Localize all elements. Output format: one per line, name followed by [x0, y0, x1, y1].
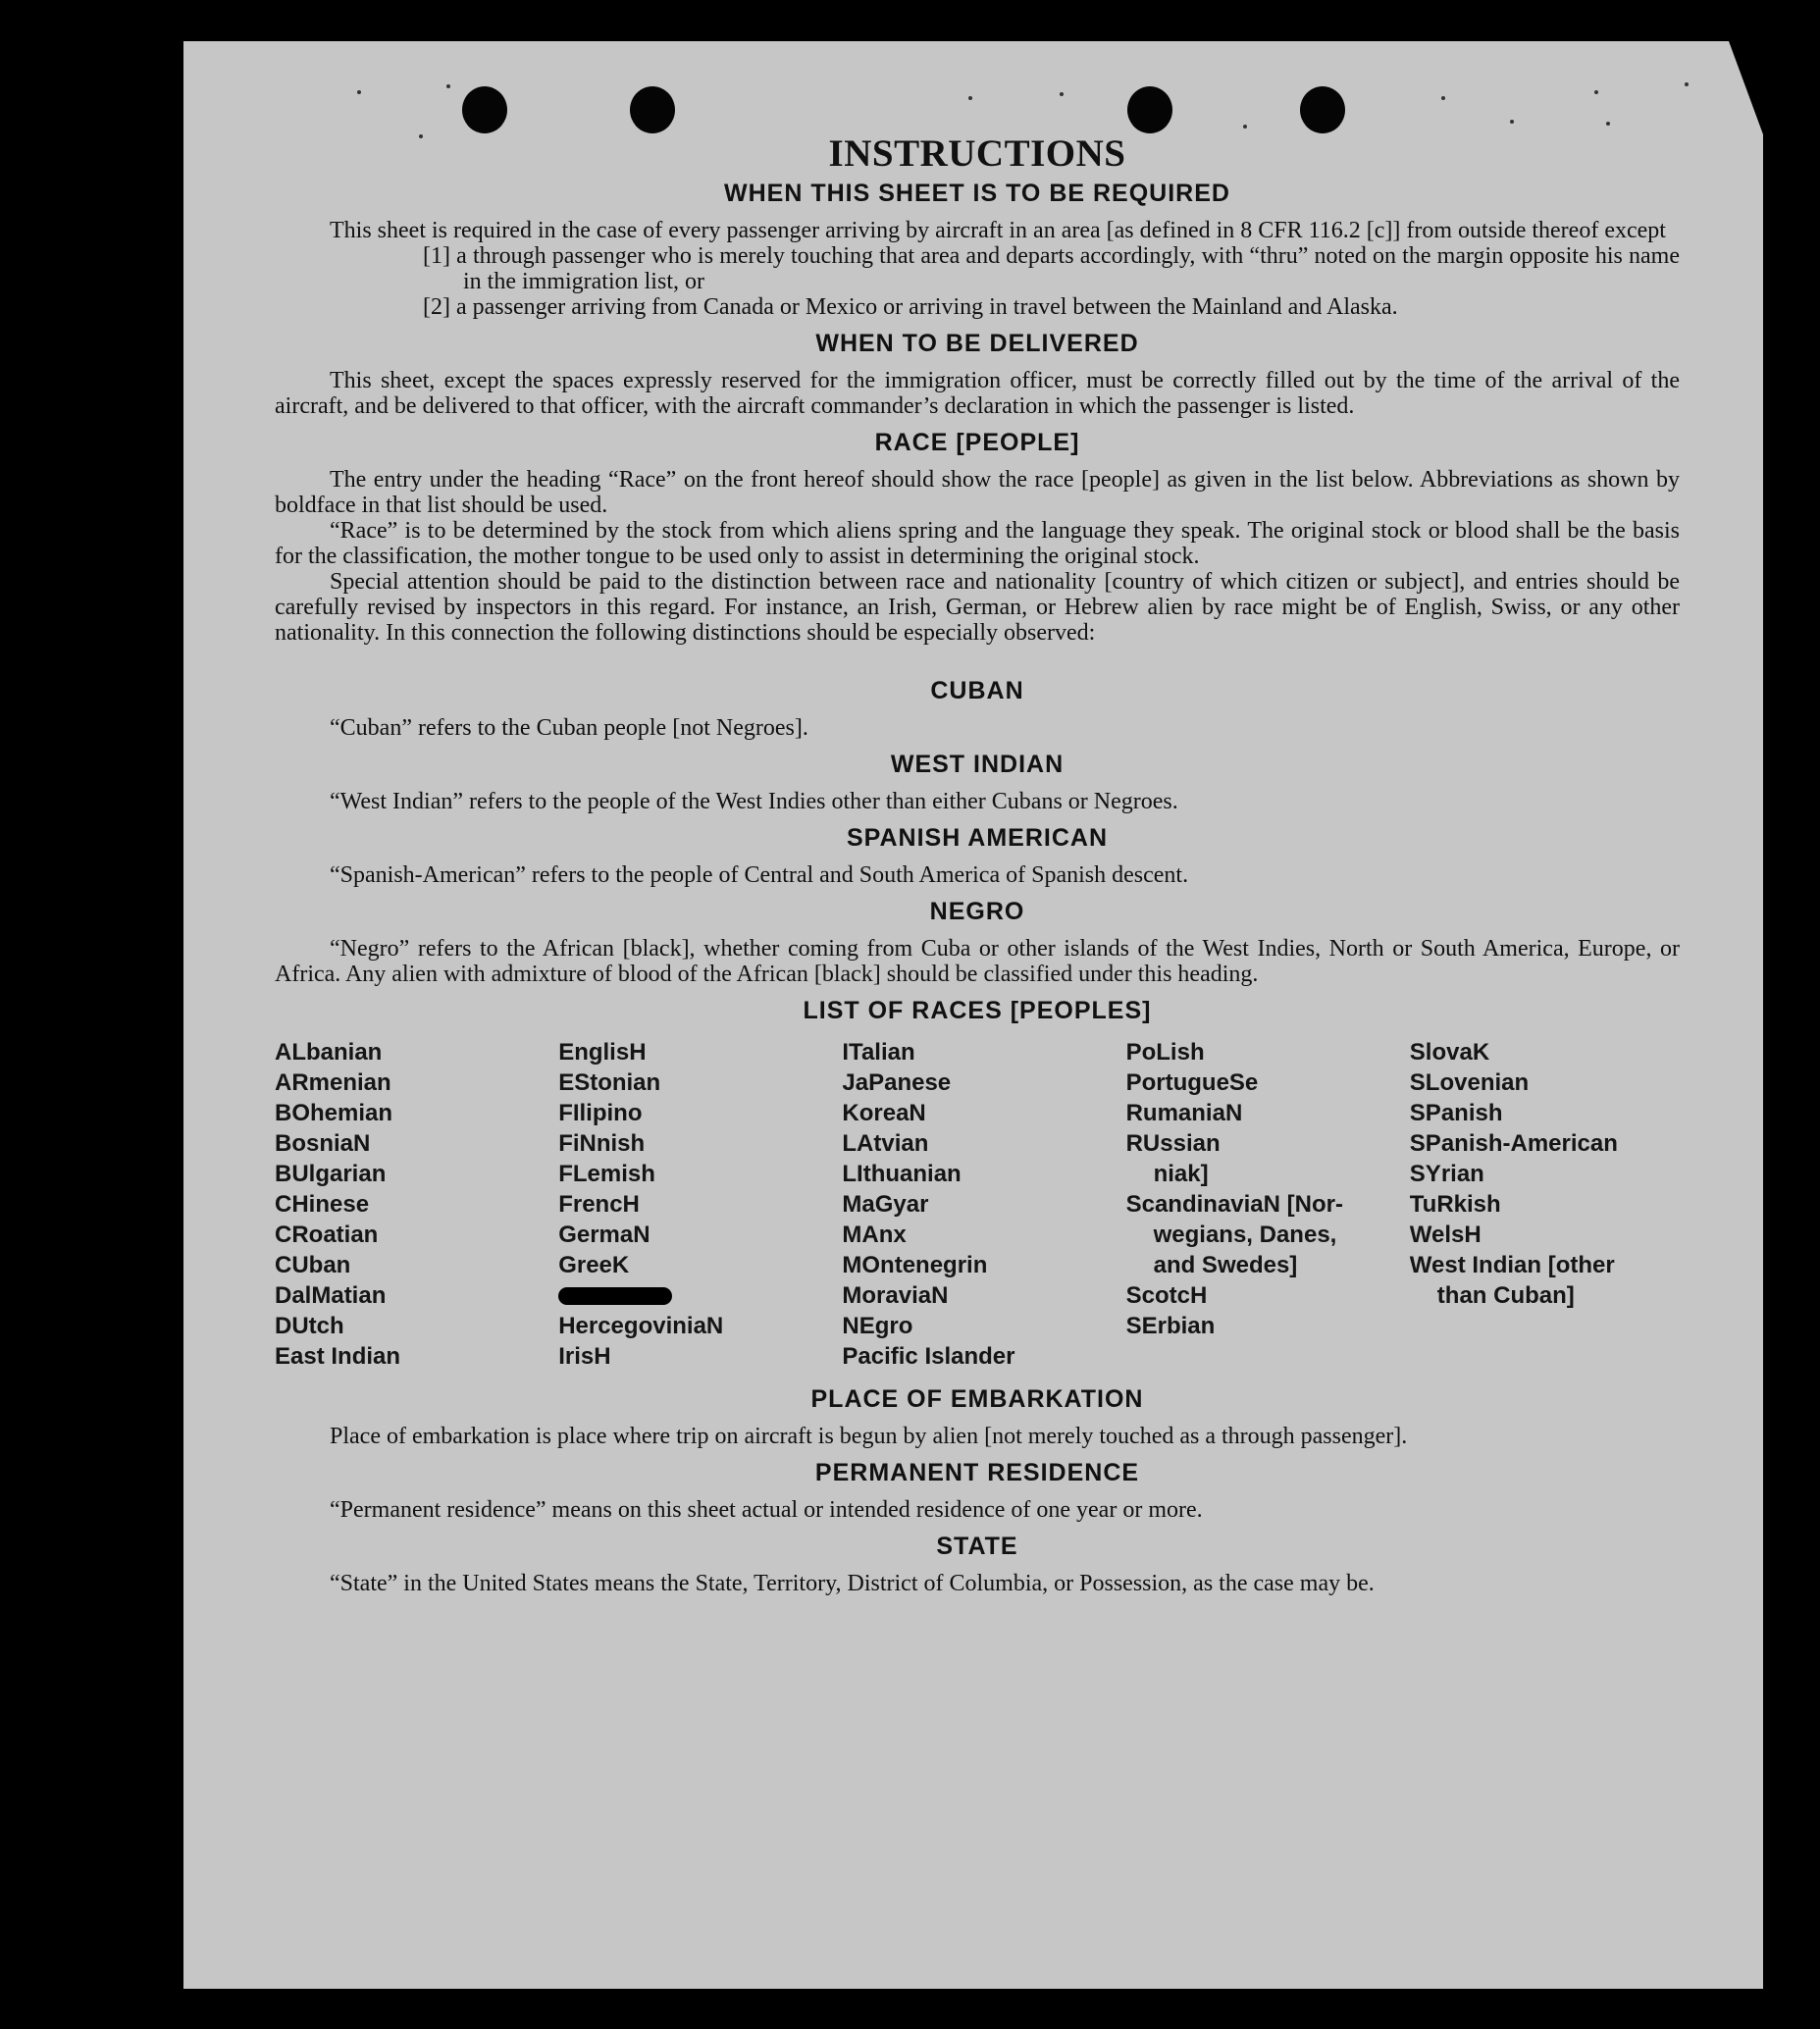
race-item: and Swedes]: [1153, 1252, 1298, 1278]
race-item: JaPanese: [842, 1069, 952, 1096]
race-item: West Indian [other: [1409, 1252, 1615, 1278]
heading-race: RACE [PEOPLE]: [874, 429, 1080, 456]
heading-spanish-american: SPANISH AMERICAN: [846, 824, 1108, 852]
required-clause-1: [1] a through passenger who is merely touching that area and departs accordingly, with “thru” noted on the margin opposite his name in the immigration list, or: [423, 243, 1680, 294]
race-item: LIthuanian: [842, 1161, 962, 1187]
race-item: MOntenegrin: [842, 1252, 988, 1278]
delivered-text: This sheet, except the spaces expressly reserved for the immigration officer, must be correctly filled out by the time of the arrival of the aircraft, and be delivered to that officer, with the aircraft commander’s declaration in which the passenger is listed.: [275, 368, 1680, 419]
race-paragraph-1: The entry under the heading “Race” on the front hereof should show the race [people] as given in the list below. Abbreviations as shown by boldface in that list should be used.: [275, 467, 1680, 518]
speck: [1243, 125, 1247, 129]
heading-delivered: WHEN TO BE DELIVERED: [815, 330, 1139, 357]
race-item: BUlgarian: [275, 1161, 387, 1187]
race-paragraph-2: “Race” is to be determined by the stock from which aliens spring and the language they speak. The original stock or blood shall be the basis for the classification, the mother tongue to be used only to assist in determining the original stock.: [275, 518, 1680, 569]
race-item: ITalian: [842, 1039, 915, 1066]
race-item: DalMatian: [275, 1282, 387, 1309]
race-column-5: [1410, 1037, 1680, 1372]
race-item: wegians, Danes,: [1153, 1222, 1337, 1248]
race-item: FLemish: [558, 1161, 655, 1187]
race-item: East Indian: [275, 1343, 401, 1370]
race-item: Pacific Islander: [842, 1343, 1015, 1370]
heading-embarkation: PLACE OF EMBARKATION: [810, 1385, 1144, 1413]
race-item: PoLish: [1125, 1039, 1205, 1066]
race-item: BOhemian: [275, 1100, 393, 1126]
redacted-entry: [558, 1280, 828, 1311]
speck: [446, 84, 450, 88]
race-item: CRoatian: [275, 1222, 379, 1248]
race-item: FrencH: [558, 1191, 640, 1218]
race-item: SYrian: [1409, 1161, 1484, 1187]
west-indian-text: “West Indian” refers to the people of the West Indies other than either Cubans or Negroes.: [330, 789, 1178, 814]
spanish-american-text: “Spanish-American” refers to the people of Central and South America of Spanish descent.: [330, 862, 1189, 888]
heading-permanent-residence: PERMANENT RESIDENCE: [814, 1459, 1140, 1486]
race-item: MAnx: [842, 1222, 907, 1248]
race-item: TuRkish: [1409, 1191, 1501, 1218]
race-column-3: [842, 1037, 1112, 1372]
speck: [968, 96, 972, 100]
speck: [1685, 82, 1689, 86]
race-item: SPanish: [1409, 1100, 1503, 1126]
race-item: MaGyar: [842, 1191, 929, 1218]
race-item: FIlipino: [558, 1100, 643, 1126]
residence-text: “Permanent residence” means on this sheet actual or intended residence of one year or more.: [330, 1497, 1203, 1523]
heading-state: STATE: [936, 1533, 1018, 1560]
speck: [357, 90, 361, 94]
race-item: ScotcH: [1125, 1282, 1208, 1309]
punch-hole: [1127, 86, 1172, 133]
cuban-text: “Cuban” refers to the Cuban people [not Negroes].: [330, 715, 808, 741]
race-item: ALbanian: [275, 1039, 383, 1066]
race-item: RUssian: [1125, 1130, 1221, 1157]
required-clause-2: [2] a passenger arriving from Canada or Mexico or arriving in travel between the Mainland and Alaska.: [423, 294, 1398, 320]
race-item: ScandinaviaN [Nor-: [1125, 1191, 1343, 1218]
race-item: niak]: [1153, 1161, 1209, 1187]
race-item: MoraviaN: [842, 1282, 949, 1309]
race-column-2: [558, 1037, 828, 1372]
race-item: EnglisH: [558, 1039, 647, 1066]
required-intro: This sheet is required in the case of every passenger arriving by aircraft in an area [as defined in 8 CFR 116.2 [c]] from outside thereof except: [330, 218, 1666, 243]
race-item: FiNnish: [558, 1130, 646, 1157]
heading-negro: NEGRO: [929, 898, 1025, 925]
race-column-1: [275, 1037, 545, 1372]
race-item: EStonian: [558, 1069, 661, 1096]
race-item: SPanish-American: [1409, 1130, 1618, 1157]
race-item: CUban: [275, 1252, 351, 1278]
speck: [1060, 92, 1064, 96]
race-item: PortugueSe: [1125, 1069, 1259, 1096]
punch-hole: [630, 86, 675, 133]
race-item: BosniaN: [275, 1130, 371, 1157]
speck: [1441, 96, 1445, 100]
race-item: NEgro: [842, 1313, 913, 1339]
race-item: RumaniaN: [1125, 1100, 1243, 1126]
race-item: DUtch: [275, 1313, 344, 1339]
race-item: WelsH: [1409, 1222, 1482, 1248]
race-item: ARmenian: [275, 1069, 391, 1096]
race-item: KoreaN: [842, 1100, 926, 1126]
speck: [1510, 120, 1514, 124]
race-item: LAtvian: [842, 1130, 929, 1157]
embarkation-text: Place of embarkation is place where trip on aircraft is begun by alien [not merely touched as a through passenger].: [330, 1424, 1408, 1449]
punch-hole: [1300, 86, 1345, 133]
race-item: SlovaK: [1409, 1039, 1490, 1066]
race-item: IrisH: [558, 1343, 611, 1370]
race-item: HercegoviniaN: [558, 1313, 724, 1339]
heading-required: WHEN THIS SHEET IS TO BE REQUIRED: [724, 180, 1230, 207]
race-item: SLovenian: [1409, 1069, 1530, 1096]
speck: [1606, 122, 1610, 126]
race-column-4: [1126, 1037, 1396, 1372]
race-paragraph-3: Special attention should be paid to the distinction between race and nationality [country of which citizen or subject], and entries should be carefully revised by inspectors in this regard. For instance, an Irish, German, or Hebrew alien by race might be of English, Swiss, or any other nationality. In this connection the following distinctions should be especially observed:: [275, 569, 1680, 646]
instructions-content: [275, 131, 1680, 1596]
race-list: [275, 1037, 1680, 1372]
race-item: than Cuban]: [1436, 1282, 1575, 1309]
punch-hole: [462, 86, 507, 133]
race-item: GermaN: [558, 1222, 650, 1248]
heading-cuban: CUBAN: [930, 677, 1024, 704]
heading-west-indian: WEST INDIAN: [890, 751, 1065, 778]
race-item: GreeK: [558, 1252, 630, 1278]
race-item: SErbian: [1125, 1313, 1216, 1339]
negro-text: “Negro” refers to the African [black], whether coming from Cuba or other islands of the West Indies, North or South America, Europe, or Africa. Any alien with admixture of blood of the African [black] should be classified under this heading.: [275, 936, 1680, 987]
speck: [1594, 90, 1598, 94]
page-title: INSTRUCTIONS: [828, 132, 1126, 175]
state-text: “State” in the United States means the State, Territory, District of Columbia, or Possession, as the case may be.: [330, 1571, 1375, 1596]
race-item: CHinese: [275, 1191, 370, 1218]
redaction-mark: [558, 1287, 672, 1305]
heading-list-of-races: LIST OF RACES [PEOPLES]: [803, 997, 1152, 1024]
